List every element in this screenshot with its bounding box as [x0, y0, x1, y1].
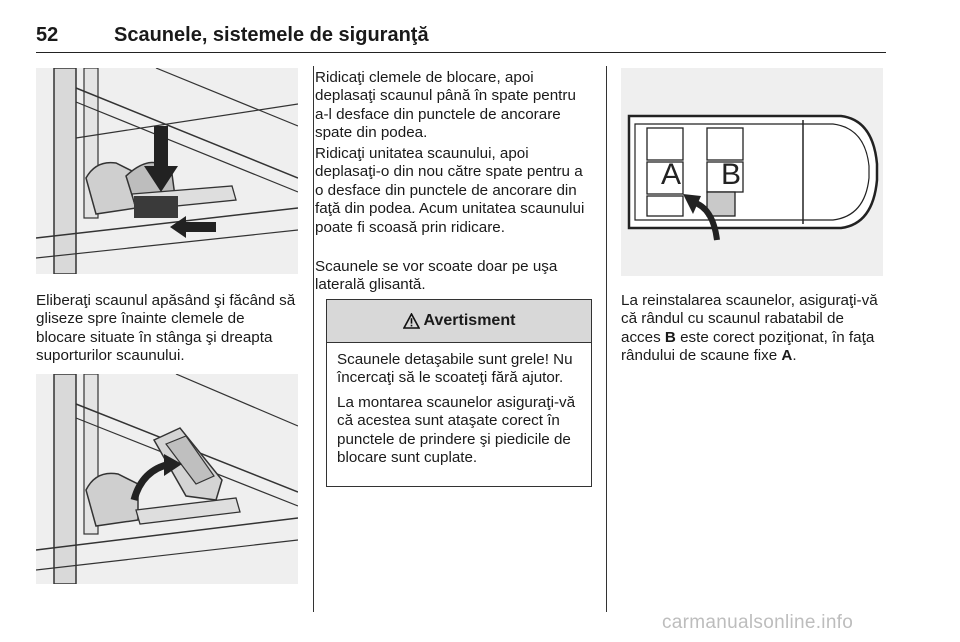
illustration-seat-layout-drawing	[621, 68, 883, 276]
illustration-seat-layout	[621, 68, 883, 276]
illustration-lift-clamp	[36, 374, 298, 584]
page-number: 52	[36, 24, 59, 46]
column-divider-right	[606, 66, 607, 612]
col3-text-mid: este corect poziţionat, în faţa rândului de scaune fixe	[621, 328, 875, 365]
watermark: carmanualsonline.info	[662, 612, 854, 633]
warning-header	[327, 300, 591, 343]
chapter-title: Scaunele, sistemele de siguranţă	[114, 24, 429, 46]
warning-triangle-icon	[403, 313, 420, 329]
page-header	[36, 22, 886, 53]
col3-paragraph-1	[621, 292, 886, 366]
warning-paragraph-2: La montarea scaunelor asiguraţi-vă că acestea sunt ataşate corect în punctele de prindere şi piedicile de blocare sunt cuplate.	[337, 393, 576, 467]
col3-text-start: La reinstalarea scaunelor, asiguraţi-vă că rândul cu scaunul rabatabil de acces	[621, 292, 878, 346]
col3-label-b: B	[664, 328, 676, 346]
warning-body	[327, 343, 591, 481]
illustration-release-clamp-drawing	[36, 68, 298, 274]
col3-text-end: .	[792, 347, 797, 365]
illustration-lift-clamp-drawing	[36, 374, 298, 584]
col3-label-a: A	[781, 347, 793, 365]
warning-paragraph-1: Scaunele detaşabile sunt grele! Nu încercaţi să le scoateţi fără ajutor.	[337, 351, 573, 387]
col1-paragraph-1: Eliberaţi scaunul apăsând şi făcând să gliseze spre înainte clemele de blocare situate în stânga şi dreapta suporturilor scaunului.	[36, 292, 296, 365]
col2-paragraph-1: Ridicaţi clemele de blocare, apoi deplasaţi scaunul până în spate pentru a-l desface din punctele de ancorare spate din podea.	[315, 69, 576, 142]
col2-paragraph-2: Ridicaţi unitatea scaunului, apoi deplasaţi-o din nou către spate pentru a o desface din punctele de ancorare din faţă din podea. Acum unitatea scaunului poate fi scoasă prin ridicare.	[315, 145, 585, 236]
warning-box	[326, 299, 592, 487]
illustration-release-clamp	[36, 68, 298, 274]
seat-label-a: A	[661, 158, 682, 191]
seat-label-b: B	[721, 158, 742, 191]
col2-paragraph-3: Scaunele se vor scoate doar pe uşa laterală glisantă.	[315, 258, 558, 294]
column-divider-left	[313, 66, 314, 612]
warning-title: Avertisment	[423, 312, 516, 329]
